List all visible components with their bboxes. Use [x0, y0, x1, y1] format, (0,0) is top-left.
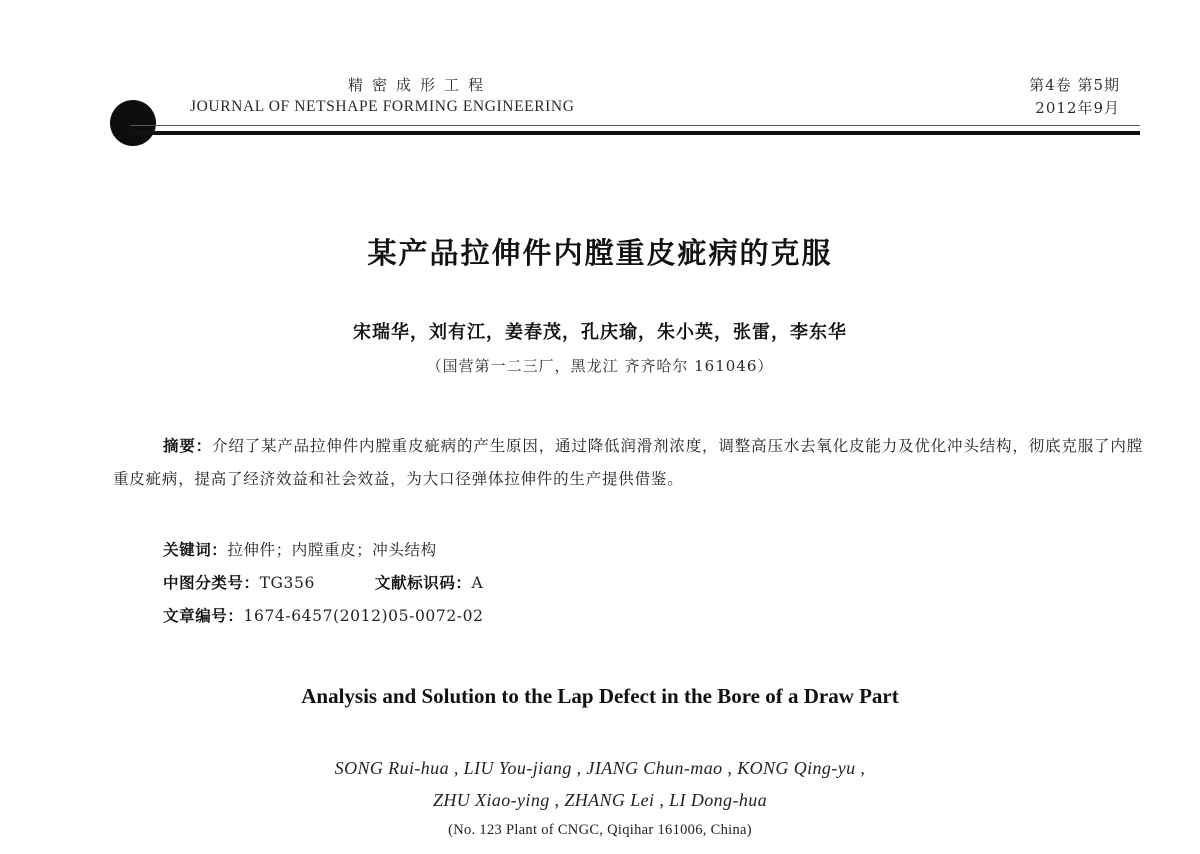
- authors-en-line2: ZHU Xiao-ying , ZHANG Lei , LI Dong-hua: [432, 790, 768, 810]
- authors-en-line1: SONG Rui-hua , LIU You-jiang , JIANG Chun-mao , KONG Qing-yu ,: [334, 758, 866, 778]
- keywords-text: 拉伸件；内膛重皮；冲头结构: [227, 541, 437, 559]
- article-no-label: 文章编号：: [163, 607, 244, 625]
- abstract-paragraph: [113, 430, 1143, 496]
- header-logo-dot: [110, 100, 156, 146]
- volume-issue: 第4卷 第5期: [1029, 76, 1120, 94]
- article-title-en: Analysis and Solution to the Lap Defect in the Bore of a Draw Part: [301, 684, 899, 708]
- abstract-block: [113, 430, 1143, 496]
- article-number-line: [163, 604, 484, 626]
- affiliation-cn: （国营第一二三厂，黑龙江 齐齐哈尔 161046）: [426, 357, 774, 375]
- publication-date: 2012年9月: [1035, 99, 1120, 117]
- keywords-label: 关键词：: [163, 541, 228, 559]
- keywords-line: [163, 538, 437, 560]
- affiliation-en: (No. 123 Plant of CNGC, Qiqihar 161006, China): [448, 822, 752, 838]
- clc-value: TG356: [259, 574, 315, 592]
- abstract-text: 介绍了某产品拉伸件内膛重皮疵病的产生原因，通过降低润滑剂浓度，调整高压水去氧化皮能力及优化冲头结构，彻底克服了内膛重皮疵病，提高了经济效益和社会效益，为大口径弹体拉伸件的生产提供借鉴。: [113, 437, 1144, 488]
- doc-code-label: 文献标识码：: [374, 574, 472, 592]
- journal-title-en: JOURNAL OF NETSHAPE FORMING ENGINEERING: [190, 98, 575, 115]
- doc-code-value: A: [471, 574, 484, 592]
- clc-label: 中图分类号：: [163, 574, 260, 592]
- header-rule-thick: [130, 131, 1140, 135]
- header-rule-thin: [130, 125, 1140, 126]
- authors-cn: 宋瑞华，刘有江，姜春茂，孔庆瑜，朱小英，张雷，李东华: [353, 322, 847, 343]
- abstract-label: 摘要：: [163, 437, 213, 455]
- issue-info: [960, 74, 1120, 120]
- article-no-value: 1674-6457(2012)05-0072-02: [243, 607, 484, 625]
- article-title-cn: 某产品拉伸件内膛重皮疵病的克服: [367, 236, 833, 270]
- classification-line: [163, 571, 483, 593]
- journal-title-cn: 精密成形工程: [347, 76, 492, 94]
